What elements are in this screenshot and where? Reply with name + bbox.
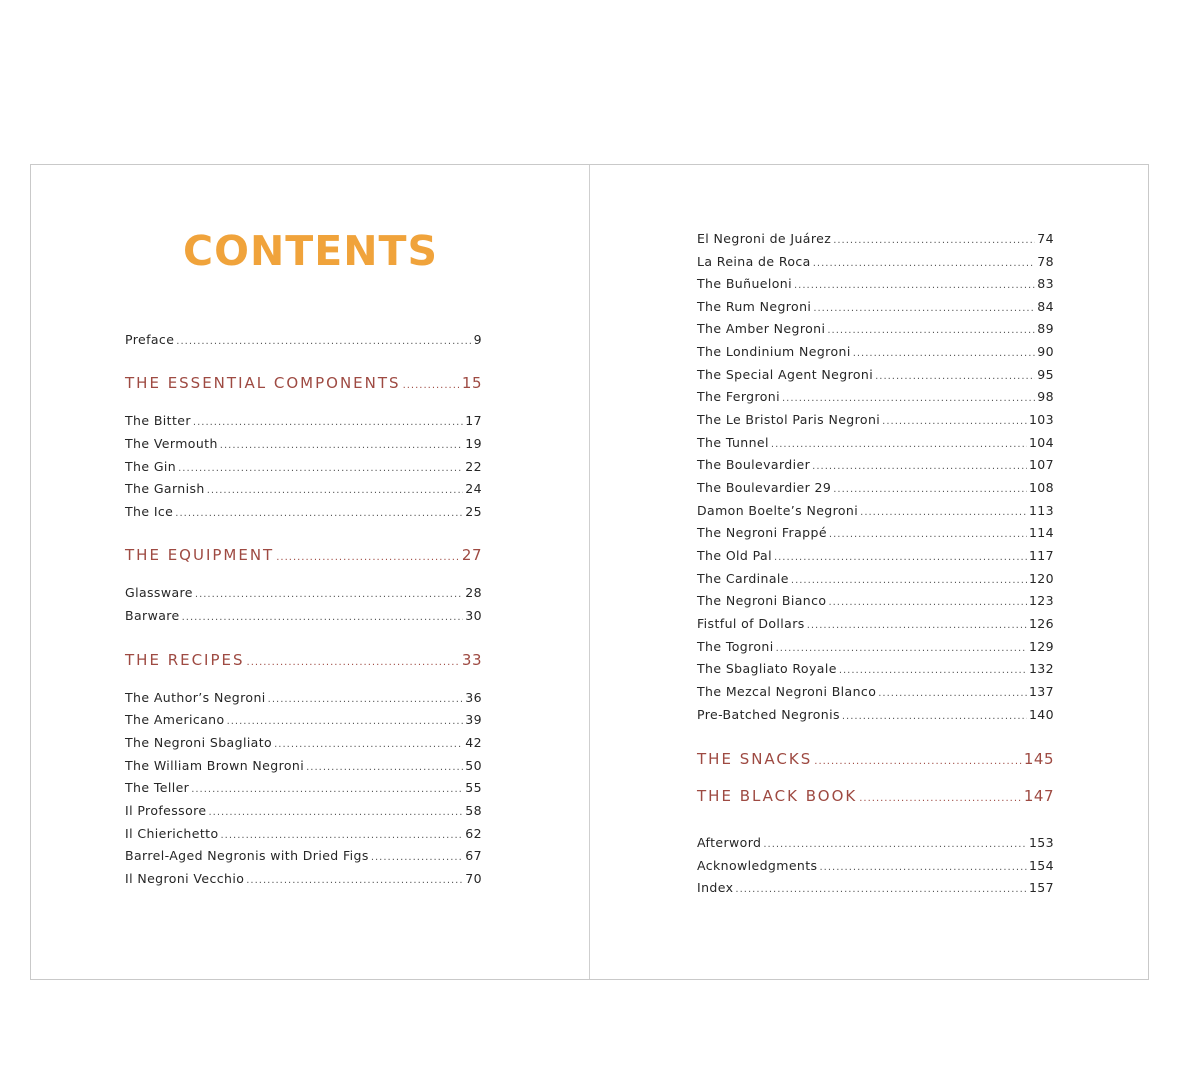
- toc-entry[interactable]: The Negroni Frappé ..... 114: [697, 525, 1054, 543]
- toc-entry[interactable]: Il Chierichetto ..... 62: [125, 826, 482, 844]
- toc-entry[interactable]: Fistful of Dollars ..... 126: [697, 616, 1054, 634]
- toc-entry[interactable]: The Negroni Bianco ..... 123: [697, 593, 1054, 611]
- toc-section-equipment[interactable]: THE EQUIPMENT ..... 27: [125, 546, 482, 568]
- toc-entry[interactable]: The Teller ..... 55: [125, 780, 482, 798]
- toc-entry[interactable]: Barware ..... 30: [125, 608, 482, 626]
- toc-entry[interactable]: The Buñueloni ..... 83: [697, 276, 1054, 294]
- toc-entry[interactable]: Il Professore ..... 58: [125, 803, 482, 821]
- toc-entry[interactable]: Glassware ..... 28: [125, 585, 482, 603]
- toc-entry[interactable]: The Rum Negroni ..... 84: [697, 299, 1054, 317]
- page-gutter: [589, 165, 590, 979]
- toc-entry[interactable]: The Vermouth ..... 19: [125, 436, 482, 454]
- toc-entry[interactable]: La Reina de Roca ..... 78: [697, 254, 1054, 272]
- contents-heading: CONTENTS: [183, 227, 439, 275]
- toc-entry[interactable]: The Le Bristol Paris Negroni ..... 103: [697, 412, 1054, 430]
- toc-section-black-book[interactable]: THE BLACK BOOK ..... 147: [697, 787, 1054, 809]
- toc-entry[interactable]: The Negroni Sbagliato ..... 42: [125, 735, 482, 753]
- toc-section-recipes[interactable]: THE RECIPES ..... 33: [125, 651, 482, 673]
- toc-entry[interactable]: The Old Pal ..... 117: [697, 548, 1054, 566]
- book-spread: [30, 164, 1149, 980]
- toc-entry[interactable]: The Gin ..... 22: [125, 459, 482, 477]
- toc-section-snacks[interactable]: THE SNACKS ..... 145: [697, 750, 1054, 772]
- toc-entry[interactable]: Il Negroni Vecchio ..... 70: [125, 871, 482, 889]
- toc-entry[interactable]: The Londinium Negroni ..... 90: [697, 344, 1054, 362]
- toc-entry[interactable]: The William Brown Negroni ..... 50: [125, 758, 482, 776]
- toc-entry[interactable]: The Ice ..... 25: [125, 504, 482, 522]
- toc-entry-acknowledgments[interactable]: Acknowledgments ..... 154: [697, 858, 1054, 876]
- toc-entry[interactable]: The Boulevardier ..... 107: [697, 457, 1054, 475]
- toc-section-essential[interactable]: THE ESSENTIAL COMPONENTS ..... 15: [125, 374, 482, 396]
- toc-entry[interactable]: The Garnish ..... 24: [125, 481, 482, 499]
- toc-entry[interactable]: The Togroni ..... 129: [697, 639, 1054, 657]
- toc-entry[interactable]: The Special Agent Negroni ..... 95: [697, 367, 1054, 385]
- toc-entry-afterword[interactable]: Afterword ..... 153: [697, 835, 1054, 853]
- toc-entry[interactable]: The Sbagliato Royale ..... 132: [697, 661, 1054, 679]
- toc-entry-preface[interactable]: Preface ..... 9: [125, 332, 482, 350]
- toc-entry[interactable]: The Author’s Negroni ..... 36: [125, 690, 482, 708]
- toc-entry[interactable]: The Amber Negroni ..... 89: [697, 321, 1054, 339]
- toc-entry[interactable]: El Negroni de Juárez ..... 74: [697, 231, 1054, 249]
- toc-entry[interactable]: The Tunnel ..... 104: [697, 435, 1054, 453]
- toc-entry[interactable]: Pre-Batched Negronis ..... 140: [697, 707, 1054, 725]
- toc-entry[interactable]: The Bitter ..... 17: [125, 413, 482, 431]
- toc-entry-index[interactable]: Index ..... 157: [697, 880, 1054, 898]
- toc-entry[interactable]: The Mezcal Negroni Blanco ..... 137: [697, 684, 1054, 702]
- toc-entry[interactable]: The Boulevardier 29 ..... 108: [697, 480, 1054, 498]
- toc-entry[interactable]: The Fergroni ..... 98: [697, 389, 1054, 407]
- toc-entry[interactable]: Damon Boelte’s Negroni ..... 113: [697, 503, 1054, 521]
- toc-entry[interactable]: Barrel-Aged Negronis with Dried Figs ..... 67: [125, 848, 482, 866]
- toc-entry[interactable]: The Cardinale ..... 120: [697, 571, 1054, 589]
- toc-entry[interactable]: The Americano ..... 39: [125, 712, 482, 730]
